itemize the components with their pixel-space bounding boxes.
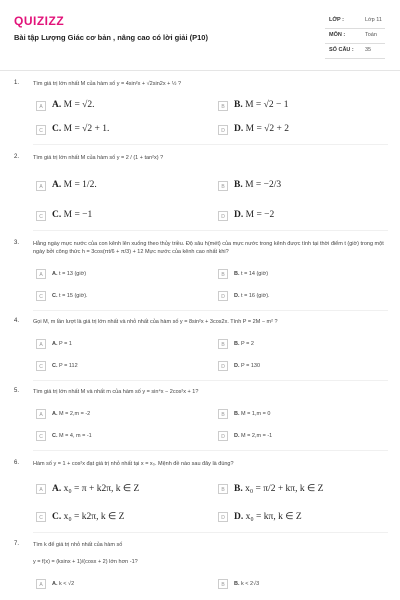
option-label: A. <box>52 100 62 110</box>
option-b[interactable] <box>218 180 388 194</box>
option-value: P = 112 <box>59 363 78 369</box>
question-text: Hàm số y = 1 + cos²x đạt giá trị nhỏ nhất tại x = x₀. Mệnh đề nào sau đây là đúng? <box>33 461 234 467</box>
option-label: B. <box>234 484 243 494</box>
header-divider <box>0 70 400 71</box>
option-letter-box: A <box>36 409 46 419</box>
question-text: Tìm k để giá trị nhỏ nhất của hàm số <box>33 542 123 548</box>
option-label: D. <box>234 124 244 134</box>
option-label: A. <box>52 180 62 190</box>
question-text: Gọi M, m lần lượt là giá trị lớn nhất và nhỏ nhất của hàm số y = 8sin²x + 3cos2x. Tính P = 2M − m² ? <box>33 319 278 325</box>
option-label: C. <box>52 433 58 439</box>
option-letter-box: D <box>218 512 228 522</box>
option-b[interactable] <box>218 408 388 422</box>
option-value: M = 4, m = -1 <box>59 433 92 439</box>
option-b[interactable] <box>218 483 388 497</box>
option-letter-box: B <box>218 339 228 349</box>
option-value: P = 130 <box>241 363 261 369</box>
option-label: D. <box>234 433 240 439</box>
option-d[interactable] <box>218 290 388 304</box>
option-letter-box: A <box>36 269 46 279</box>
question-text: Tìm giá trị lớn nhất M của hàm số y = 2 / (1 + tan²x) ? <box>33 155 164 161</box>
meta-key: LỚP : <box>329 17 344 23</box>
meta-key: MÔN : <box>329 32 346 38</box>
option-a[interactable] <box>36 483 206 497</box>
document-title: Bài tập Lượng Giác cơ bản , nâng cao có lời giải (P10) <box>14 33 208 42</box>
option-value: M = 1/2. <box>63 180 97 190</box>
option-label: D. <box>234 363 240 369</box>
question-divider <box>33 310 388 311</box>
option-a[interactable] <box>36 180 206 194</box>
option-d[interactable] <box>218 511 388 525</box>
option-d[interactable] <box>218 430 388 444</box>
option-letter-box: C <box>36 291 46 301</box>
option-value: M = −2 <box>245 210 275 220</box>
option-b[interactable] <box>218 578 388 592</box>
meta-row-class <box>325 14 385 29</box>
option-label: A. <box>52 581 58 587</box>
option-d[interactable] <box>218 124 388 138</box>
question-number: 3. <box>14 240 20 246</box>
question-text: Tìm giá trị lớn nhất M và nhất m của hàm số y = sin⁴x − 2cos²x + 1? <box>33 389 199 395</box>
option-value: P = 1 <box>59 341 72 347</box>
option-letter-box: B <box>218 579 228 589</box>
option-c[interactable] <box>36 210 206 224</box>
option-value: x₀ = π/2 + kπ, k ∈ Z <box>245 484 324 494</box>
question-text: Tìm giá trị lớn nhất M của hàm số y = 4sin²x + √2sin2x + ½ ? <box>33 81 182 87</box>
option-d[interactable] <box>218 210 388 224</box>
question-divider <box>33 450 388 451</box>
option-b[interactable] <box>218 268 388 282</box>
option-value: t = 16 (giờ). <box>241 293 270 299</box>
option-a[interactable] <box>36 578 206 592</box>
question-text-formula: y = f(x) = (ksinx + 1)/(cosx + 2) lớn hơn -1? <box>33 559 138 565</box>
option-letter-box: A <box>36 101 46 111</box>
option-value: M = −1 <box>63 210 93 220</box>
option-letter-box: D <box>218 431 228 441</box>
option-c[interactable] <box>36 511 206 525</box>
option-value: t = 15 (giờ). <box>59 293 88 299</box>
option-value: M = 2,m = -1 <box>241 433 273 439</box>
option-value: M = 1,m = 0 <box>241 411 271 417</box>
option-c[interactable] <box>36 430 206 444</box>
meta-key: SỐ CÂU : <box>329 47 354 53</box>
option-c[interactable] <box>36 290 206 304</box>
option-letter-box: B <box>218 409 228 419</box>
option-value: M = √2 + 1. <box>63 124 110 134</box>
meta-row-count <box>325 44 385 59</box>
option-label: A. <box>52 411 58 417</box>
meta-row-subject <box>325 29 385 44</box>
option-b[interactable] <box>218 100 388 114</box>
option-letter-box: A <box>36 579 46 589</box>
option-label: A. <box>52 341 58 347</box>
question-number: 5. <box>14 388 20 394</box>
option-label: B. <box>234 581 240 587</box>
question-text: Hằng ngày mực nước của con kênh lên xuống theo thủy triều. Độ sâu h(mét) của mực nước trong kênh được tính tại thời điểm t (giờ) trong một ngày bởi công thức h = 3cos(πt/6 + π/3) + 12 Mực nước của kênh cao nhất khi? <box>33 241 384 255</box>
option-value: t = 13 (giờ) <box>59 271 87 277</box>
option-a[interactable] <box>36 100 206 114</box>
option-letter-box: B <box>218 484 228 494</box>
option-letter-box: D <box>218 291 228 301</box>
option-c[interactable] <box>36 360 206 374</box>
option-letter-box: D <box>218 125 228 135</box>
option-value: M = −2/3 <box>245 180 282 190</box>
meta-value: 35 <box>365 47 372 53</box>
option-letter-box: C <box>36 361 46 371</box>
option-letter-box: D <box>218 211 228 221</box>
option-d[interactable] <box>218 360 388 374</box>
option-label: A. <box>52 484 62 494</box>
option-letter-box: B <box>218 181 228 191</box>
option-label: D. <box>234 293 240 299</box>
option-c[interactable] <box>36 124 206 138</box>
option-label: C. <box>52 512 62 522</box>
option-label: B. <box>234 100 243 110</box>
option-value: x₀ = k2π, k ∈ Z <box>63 512 125 522</box>
question-divider <box>33 230 388 231</box>
option-letter-box: C <box>36 512 46 522</box>
option-label: C. <box>52 363 58 369</box>
option-letter-box: A <box>36 339 46 349</box>
question-divider <box>33 144 388 145</box>
option-letter-box: D <box>218 361 228 371</box>
option-letter-box: B <box>218 269 228 279</box>
option-letter-box: C <box>36 431 46 441</box>
meta-table <box>325 14 385 59</box>
option-label: C. <box>52 293 58 299</box>
option-label: C. <box>52 210 62 220</box>
option-value: M = √2 + 2 <box>245 124 290 134</box>
option-value: x₀ = kπ, k ∈ Z <box>245 512 302 522</box>
option-b[interactable] <box>218 338 388 352</box>
question-divider <box>33 532 388 533</box>
option-letter-box: C <box>36 211 46 221</box>
question-number: 4. <box>14 318 20 324</box>
option-label: D. <box>234 512 244 522</box>
option-value: k < √2 <box>59 581 75 587</box>
question-number: 6. <box>14 460 20 466</box>
option-label: B. <box>234 271 240 277</box>
option-value: M = √2 − 1 <box>245 100 289 110</box>
option-label: D. <box>234 210 244 220</box>
meta-value: Lớp 11 <box>365 17 382 23</box>
meta-value: Toán <box>365 32 377 38</box>
option-value: t = 14 (giờ) <box>241 271 269 277</box>
page-header <box>0 0 400 64</box>
option-value: x₀ = π + k2π, k ∈ Z <box>63 484 140 494</box>
option-letter-box: B <box>218 101 228 111</box>
option-letter-box: A <box>36 484 46 494</box>
question-number: 7. <box>14 541 20 547</box>
option-letter-box: A <box>36 181 46 191</box>
question-divider <box>33 380 388 381</box>
option-label: A. <box>52 271 58 277</box>
option-label: C. <box>52 124 62 134</box>
question-number: 1. <box>14 80 20 86</box>
option-value: M = √2. <box>63 100 95 110</box>
question-number: 2. <box>14 154 20 160</box>
option-a[interactable] <box>36 408 206 422</box>
option-value: P = 2 <box>241 341 254 347</box>
option-a[interactable] <box>36 338 206 352</box>
option-value: k < 2√3 <box>241 581 260 587</box>
option-label: B. <box>234 411 240 417</box>
option-label: B. <box>234 180 243 190</box>
quizizz-logo: QUIZIZZ <box>14 14 65 28</box>
option-label: B. <box>234 341 240 347</box>
option-letter-box: C <box>36 125 46 135</box>
option-value: M = 2,m = -2 <box>59 411 91 417</box>
option-a[interactable] <box>36 268 206 282</box>
